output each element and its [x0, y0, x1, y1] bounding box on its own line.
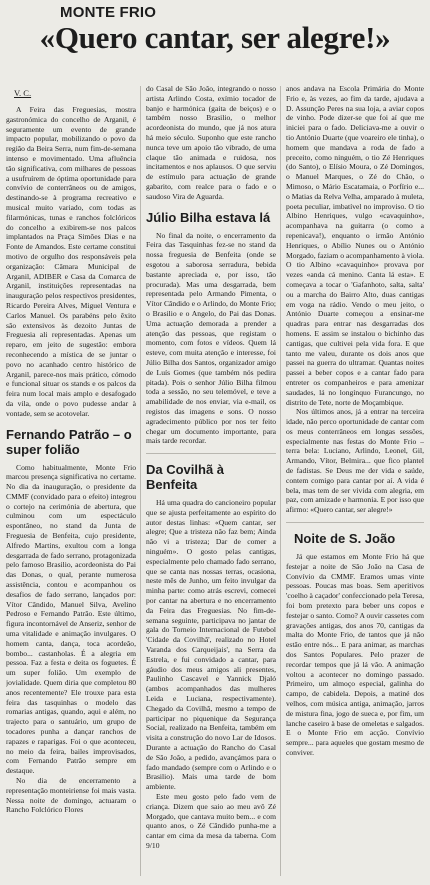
paragraph: Há uma quadra do cancioneiro popular que se ajusta perfeitamente ao espírito do autor destas linhas: «Quem cantar, ser alegre; Que a tristeza não faz bem; Ainda não vi a tristeza; Dar de comer a ninguém». O gosto pelas cantigas, especialmente pelo chamado fado serrano, que se canta nas nossas terras, ocasiona, neste mês de Junho, um feito invulgar da minha parte: como atrás escrevi, comecei por cantar na abertura e no encerramento da Feira das Freguesias. No fim-de-semana seguinte, participava no jantar de gala do Torneio Internacional de Futebol 'Cidade da Covilhã', realizado no Hotel Varanda dos Carqueijais', na Serra da Estrela, e fui convidado a cantar, para gáudio dos meus amigos ali presentes, Paulinho Cascavel e Yannick Djaló (ambos acompanhados das mulheres Leida e Luciana, respectivamente). Chegado da Covilhã, mesmo a tempo de participar no piquenique da Segurança Social, realizado na Benfeita, também em visita a construção do novo Lar de Idosos. Durante a actuação do Rancho do Casal de São João, a pedido, avançámos para o fado mandado (sempre com o Arlindo e o Brasilio). Mais uma tarde de bom ambiente.: [146, 498, 276, 792]
headline: «Quero cantar, ser alegre!»: [39, 20, 391, 55]
section-divider: [146, 453, 276, 454]
column-divider: [280, 86, 281, 876]
byline: V. C.: [14, 88, 32, 98]
subheading: Fernando Patrão – o super folião: [6, 426, 132, 457]
paragraph: No final da noite, o encerramento da Feira das Tasquinhas fez-se no stand da nossa freguesia de Benfeita (onde se esgotou a saborosa serradura, bebida bastante apreciada e, por isso, tão procurada). Mas uma desgarrada, bem representada pelo Armando Pimenta, o Vítor Cândido e o Arlindo, do Monte Frio; o Brasilio e o Angelo, do Pai das Donas. Uma actuação demorada a prender a atenção das pessoas, que registam o momento, com fotos e vídeos. Quem lá esteve, com muita atenção e interesse, foi Júlio Bilha dos Santos, organizador amigo de Luís Gomes (que também nós pedira pitada). Pois o senhor Júlio Bilha filmou toda a sessão, no seu telemóvel, e teve a amabilidade de nos enviar, via e-mail, os registos das imagens e sons. O nosso agradecimento público por nos ter feito chegar um documento importante, para mais tarde recordar.: [146, 230, 276, 446]
paragraph: Nos últimos anos, já a entrar na terceira idade, não perco oportunidade de cantar com os meus conterrâneos em longas sessões, especialmente nas festas do Monte Frio – terra bela: Luciano, Arlindo, Leonel, Gil, Armando, Vítor, Belmira... que fico plantel de fadistas. Se Deus me der vida e saúde, contem comigo para cantar por aí. A vida é bela, mas tem de ser vivida com alegria, em paz, com amizade e harmonia. E por isso que afirmo: «Quero cantar, ser alegre!»: [286, 407, 424, 515]
paragraph: do Casal de São João, integrando o nosso artista Arlindo Costa, exímio tocador de banjo e harmónica (gaita de beiços) e o também nosso Brasilio, o melhor acordeonista do mundo, que já nos atura há meio século. Suponho que este rancho nunca teve um apoio tão vibrado, de uma claque tão animada e ruidosa, nos incitamentos e nos aplausos. O que serviu de estímulo para actuação de grande gabarito, com realce para o fado e o saudoso Vira de Aguarda.: [146, 84, 276, 201]
subheading: Da Covilhã à Benfeita: [146, 462, 225, 493]
paragraph: A Feira das Freguesias, mostra gastronómica do concelho de Arganil, é seguramente um evento de grande impacto popular, mobilizando o povo da região da Beira Serra, num fim-de-semana intenso e movimentado. Uma afluência tão significativa, com milhares de pessoas a usufruírem de óptima oportunidade para convívio de conterrâneos ou de amigos, destinando-se à programa recreativo e musical muito variado, com todas as filarmónicas, tunas e ranchos folclóricos do concelho a exibirem-se nos palcos implantados na Praça Simões Dias e na Fonte de Amandos. Este certame constitui motivo de orgulho dos responsáveis pela organização: Câmara Municipal de Arganil, ADIBER e Casa da Comarca de Arganil, instituições representadas na inauguração pelos respectivos presidentes, Ricardo Pereira Alves, Miguel Ventura e Carlos Manuel. Os parabéns pelo êxito são extensivos às dezoito Juntas de Freguesia ali representadas. Apenas um reparo, em jeito de sugestão: embora reconhecendo a mística de se juntar o povo no acanhado centro histórico de Arganil, parece-nos mais prático, cómodo e funcional situar os stands e os palcos da feira num local mais amplo e desafogado da vila, onde o povo pudesse andar à vontade, sem se acotovelar.: [6, 105, 136, 418]
column-2: [146, 84, 276, 851]
paragraph: No dia de encerramento a representação monteiriense foi mais vasta. Nessa noite de domingo, actuaram o Rancho Folclórico Flores: [6, 776, 136, 815]
column-1: [6, 84, 136, 815]
paragraph: Já que estamos em Monte Frio há que festejar a noite de São João na Casa de Convívio da CMMF. Eramos umas vinte pessoas. Poucas mas boas. Sem aperitivos 'coelho à caçador' confeccionado pela Teresa, foi bom pretexto para beber uns copos e festejar o santo. Como? A ouvir cassetes com gravações antigas, dos anos 70, cantigas da malta do Monte Frio, de tantos que já não estão entre nós... E para animar, as marchas dos Santos Populares. Pelo prazer de recordar tempos que já lá vão. A animação voltou a acontecer no domingo passado. Primeiro, um almoço especial, galinha do campo, de cabidela. Depois, a matiné dos velhos, com música antiga, animação, jarros de mistura fina, jogo de sueca e, por fim, um lanche caseiro à base de omeletas e salgados. E o Monte Frio em acção. Convívio sempre... para aqueles que gostam mesmo de conviver.: [286, 552, 424, 757]
paragraph: Este meu gosto pelo fado vem de criança. Dizem que saio ao meu avô Zé Morgado, que cantava muito bem... e com quanto anos, o Zé Cândido punha-me a cantar em cima da mesa da taberna. Com 9/10: [146, 792, 276, 850]
subheading: Noite de S. João: [294, 531, 396, 547]
section-divider: [286, 522, 424, 523]
paragraph: Como habitualmente, Monte Frio marcou presença significativa no certame. No dia da inauguração, o presidente da CMMF (convidado para o efeito) integrou o cortejo na cerimónia de abertura, que culminou com um espectáculo espontâneo, no stand da Junta de Freguesia de Benfeita, cujo presidente, Alfredo Martins, exultou com a longa desgarrada de fado serrano, protagonizada pelo famoso Brasilio, acordeonista do Pai das Donas, o qual, perante numerosa assistência, contou e acompanhou os desafios de fado serrano, lançados por: Vítor Cândido, Manuel Silva, Avelino Pedroso e Fernando Patrão. Este último, figura incontornável de Anseriz, senhor de uma vitalidade e animação invulgares. O homem canta, dança, toca acordeão, bombo... castanholas. É a alegria em pessoa. Faz a festa e deita os foguetes. É um super folião. Um exemplo de jovialidade. Quem diria que completou 80 anos recentemente? Ele trouxe para esta feira das tasquinhas o modelo das romarias antigas, quando, aqui e além, no trajecto para o santuário, um grupo de tocadores punha a dançar ranchos de rapazes e raparigas. Foi o que aconteceu, no meio da feira, bailes improvisados, com Fernando Patrão sempre em destaque.: [6, 462, 136, 776]
column-3: [286, 84, 424, 758]
subheading: Júlio Bilha estava lá: [146, 209, 271, 225]
section-title: MONTE FRIO: [60, 4, 157, 21]
paragraph: anos andava na Escola Primária do Monte Frio e, às vezes, ao fim da tarde, ajudava a D. Assunção Peres na sua loja, a aviar copos de vinho. Pode dizer-se que foi aí que me iniciei para o fado. Deliciava-me a ouvir o tio António Duarte (que voareiro ele tinha), o homem que mandava a roda de fado a preceito, como ninguém, o tio Zé Henriques (do Santo), o Elísio Moura, o Zé Domingos, o Manuel Marques, o Zé do Chão, o Mimoso, o Mário Escatamaia, o Porfírio e... o Matias da Relva Velha, amparado à muleta, poeta peculiar, imbatível no improviso. O tio Albino Henriques, vulgo «cavaquinho», acompanhava na guitarra (o como a repenicava!), enquanto o irmão António Henriques, o Abílio Nunes ou o António Morgado, faziam o acompanhamento à viola. O tio Albino «cavaquinho» provava por vezes «anda cá menino. Canta lá esta». E começava a tocar o 'Gafanhoto, salta, salta' ou a marcha do Bairro Alto, duas cantigas em voga na rádio. Vendo o meu jeito, o António Duarte começou a ensinar-me quadras para entrar nas desgarradas dos homens. E assim se instalou o bichinho das cantigas, que cultivei pela vida fora. E que tanto me valeu, durante os dois anos que passei na guerra do ultramar. Quantas noites passei a beber copos e a cantar fado para entreter os companheiros e para amenizar saudades, lá no longínquo Furancungo, no distrito de Tete, norte de Moçambique.: [286, 84, 424, 407]
column-divider: [140, 86, 141, 876]
